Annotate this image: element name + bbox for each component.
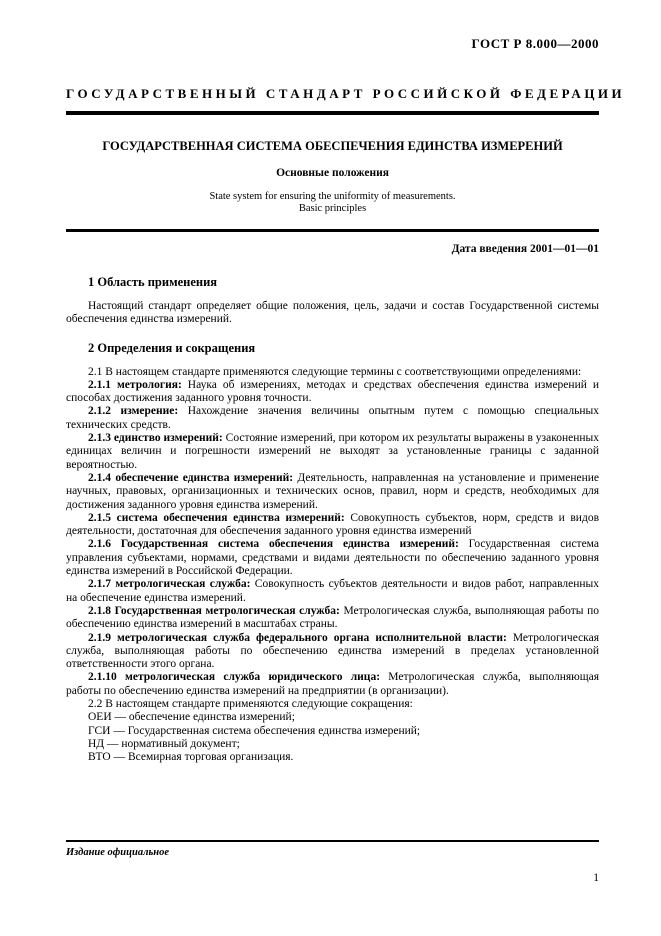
footer-divider — [66, 840, 599, 842]
doc-code: ГОСТ Р 8.000—2000 — [471, 36, 599, 51]
divider-top — [66, 111, 599, 115]
paragraph: 2.1.2 измерение: Нахождение значения величины опытным путем с помощью специальных технических средств. — [66, 405, 599, 431]
paragraph: 2.1.10 метрологическая служба юридического лица: Метрологическая служба, выполняющая работы по обеспечению единства измерений на предприятии (в организации). — [66, 671, 600, 697]
paragraph: 2.1 В настоящем стандарте применяются следующие термины с соответствующими определениями: — [88, 365, 582, 378]
doc-title-english — [66, 191, 599, 215]
paragraph: 2.1.9 метрологическая служба федерального органа исполнительной власти: Метрологическая служба, выполняющая работы по обеспечению единства измерений в пределах установленной ответственности этого органа. — [66, 631, 599, 671]
standard-name: ГОСУДАРСТВЕННЫЙ СТАНДАРТ РОССИЙСКОЙ ФЕДЕРАЦИИ — [66, 86, 626, 101]
official-edition-note: Издание официальное — [66, 847, 170, 858]
page-number: 1 — [593, 872, 599, 884]
abbreviation-line: ОЕИ — обеспечение единства измерений; — [88, 711, 295, 724]
doc-title-english-line1: State system for ensuring the uniformity of measurements. — [209, 191, 456, 202]
doc-subtitle: Основные положения — [276, 167, 389, 179]
paragraph: 2.1.1 метрология: Наука об измерениях, методах и средствах обеспечения единства измерений и способах достижения заданного уровня точности. — [66, 378, 599, 405]
paragraph: 2.1.7 метрологическая служба: Совокупность субъектов деятельности и видов работ, направленных на обеспечение единства измерений. — [66, 578, 600, 604]
paragraph: Настоящий стандарт определяет общие положения, цель, задачи и состав Государственной системы обеспечения единства измерений. — [66, 300, 599, 326]
abbreviation-line: НД — нормативный документ; — [88, 737, 240, 750]
abbreviation-line: ВТО — Всемирная торговая организация. — [88, 751, 294, 764]
introduction-date: Дата введения 2001—01—01 — [451, 243, 599, 255]
section-1-body — [66, 300, 599, 327]
paragraph: 2.1.8 Государственная метрологическая служба: Метрологическая служба, выполняющая работы по обеспечению единства измерений в масштабах страны. — [66, 604, 599, 631]
doc-title: ГОСУДАРСТВЕННАЯ СИСТЕМА ОБЕСПЕЧЕНИЯ ЕДИНСТВА ИЗМЕРЕНИЙ — [102, 139, 563, 153]
paragraph: 2.2 В настоящем стандарте применяются следующие сокращения: — [88, 698, 413, 711]
section-2-heading: 2 Определения и сокращения — [88, 340, 256, 355]
doc-title-english-line2: Basic principles — [298, 203, 367, 214]
paragraph: 2.1.5 система обеспечения единства измерений: Совокупность субъектов, норм, средств и видов деятельности, достаточная для обеспечения заданного уровня единства измерений — [66, 511, 599, 538]
paragraph: 2.1.4 обеспечение единства измерений: Деятельность, направленная на установление и применение научных, правовых, организационных и технических основ, правил, норм и средств, необходимых для достижения заданного уровня единства измерений. — [66, 471, 599, 511]
abbreviation-line: ГСИ — Государственная система обеспечения единства измерений; — [88, 724, 421, 737]
divider-under-title — [66, 229, 599, 232]
section-1-heading: 1 Область применения — [88, 275, 218, 289]
paragraph: 2.1.6 Государственная система обеспечения единства измерений: Государственная система управления субъектами, нормами, средствами и видами деятельности по обеспечению заданного уровня единства измерений в Российской Федерации. — [66, 538, 599, 578]
page-footer — [66, 840, 599, 884]
paragraph: 2.1.3 единство измерений: Состояние измерений, при котором их результаты выражены в узаконенных единицах величин и погрешности измерений не выходят за установленные границы с заданной вероятностью. — [66, 432, 600, 471]
section-2-body — [66, 366, 599, 765]
